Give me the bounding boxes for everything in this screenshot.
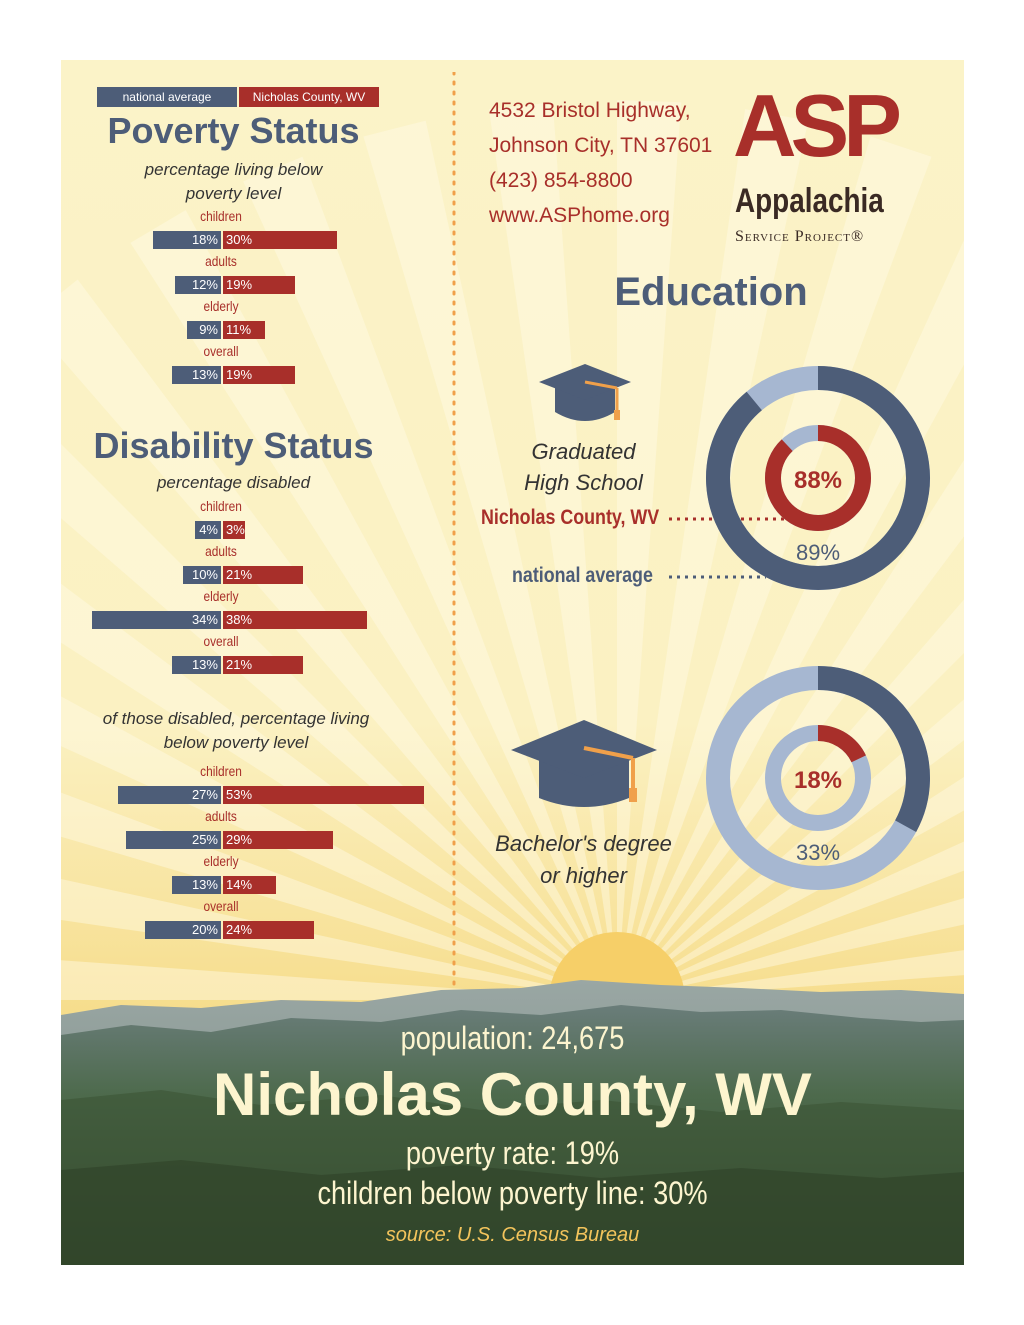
poverty-rate-text: poverty rate: 19% (405, 1135, 620, 1171)
category-label: overall (203, 633, 239, 649)
bar-county: 19% (223, 366, 295, 384)
bar-county: 11% (223, 321, 265, 339)
county-value-label: 88% (793, 467, 843, 494)
bar-national: 20% (145, 921, 221, 939)
legend-national: national average (97, 87, 237, 107)
national-value-label: 33% (795, 840, 841, 865)
national-value-label: 89% (795, 540, 841, 565)
category-label: elderly (203, 588, 239, 604)
website-link[interactable]: www.ASPhome.org (489, 204, 670, 227)
bar-national: 4% (195, 521, 221, 539)
category-label: overall (203, 898, 239, 914)
bar-national: 27% (118, 786, 221, 804)
bar-national: 12% (175, 276, 221, 294)
bar-national: 25% (126, 831, 221, 849)
poverty-subtitle-line2: poverty level (185, 184, 282, 203)
population-text: population: 24,675 (400, 1020, 625, 1056)
infographic-card (61, 60, 964, 1265)
address-line1: 4532 Bristol Highway, (489, 99, 691, 122)
poverty-subtitle-line1: percentage living below (144, 160, 323, 179)
bar-county: 3% (223, 521, 245, 539)
phone-number: (423) 854-8800 (489, 169, 633, 192)
bar-national: 13% (172, 876, 221, 894)
hs-label-line1: Graduated (531, 439, 636, 464)
address-line2: Johnson City, TN 37601 (489, 134, 713, 157)
bar-national: 34% (92, 611, 221, 629)
bachelor-donut-chart (703, 663, 933, 893)
disabled-poverty-subtitle-line2: below poverty level (163, 733, 309, 752)
source-text: source: U.S. Census Bureau (385, 1224, 640, 1246)
national-label: national average (512, 564, 653, 587)
bar-county: 38% (223, 611, 367, 629)
disability-title: Disability Status (93, 425, 374, 466)
outer-ring-national (818, 678, 918, 826)
category-label: children (200, 763, 242, 779)
category-label: children (200, 208, 242, 224)
category-label: overall (203, 343, 239, 359)
bar-county: 14% (223, 876, 276, 894)
bar-national: 10% (183, 566, 221, 584)
county-value-label: 18% (793, 767, 843, 794)
category-label: elderly (203, 298, 239, 314)
county-title: Nicholas County, WV (213, 1061, 812, 1128)
bar-national: 9% (187, 321, 221, 339)
vertical-divider (449, 72, 459, 992)
logo-tagline: Service Project® (735, 228, 865, 245)
bar-county: 21% (223, 566, 303, 584)
bar-national: 18% (153, 231, 221, 249)
logo-mark: ASP (733, 76, 896, 175)
category-label: adults (205, 808, 237, 824)
category-label: children (200, 498, 242, 514)
county-label: Nicholas County, WV (481, 506, 660, 529)
bar-county: 29% (223, 831, 333, 849)
education-title: Education (614, 270, 808, 314)
disabled-poverty-subtitle-line1: of those disabled, percentage living (102, 709, 370, 728)
bar-county: 30% (223, 231, 337, 249)
poverty-title: Poverty Status (107, 110, 360, 151)
category-label: adults (205, 543, 237, 559)
category-label: adults (205, 253, 237, 269)
children-poverty-text: children below poverty line: 30% (317, 1175, 708, 1211)
graduation-cap-icon (537, 360, 633, 430)
inner-ring-county (818, 733, 859, 759)
asp-logo (733, 76, 943, 252)
bar-county: 24% (223, 921, 314, 939)
hs-label-line2: High School (524, 470, 643, 495)
disability-subtitle: percentage disabled (156, 473, 311, 492)
graduation-cap-icon (509, 718, 659, 814)
bar-county: 19% (223, 276, 295, 294)
bar-county: 53% (223, 786, 424, 804)
category-label: elderly (203, 853, 239, 869)
logo-name: Appalachia (735, 182, 884, 220)
high-school-donut-chart (703, 363, 933, 593)
bar-county: 21% (223, 656, 303, 674)
legend-county: Nicholas County, WV (239, 87, 379, 107)
bachelor-label-line2: or higher (540, 863, 627, 888)
bar-national: 13% (172, 656, 221, 674)
bachelor-label-line1: Bachelor's degree (495, 831, 672, 856)
bar-national: 13% (172, 366, 221, 384)
